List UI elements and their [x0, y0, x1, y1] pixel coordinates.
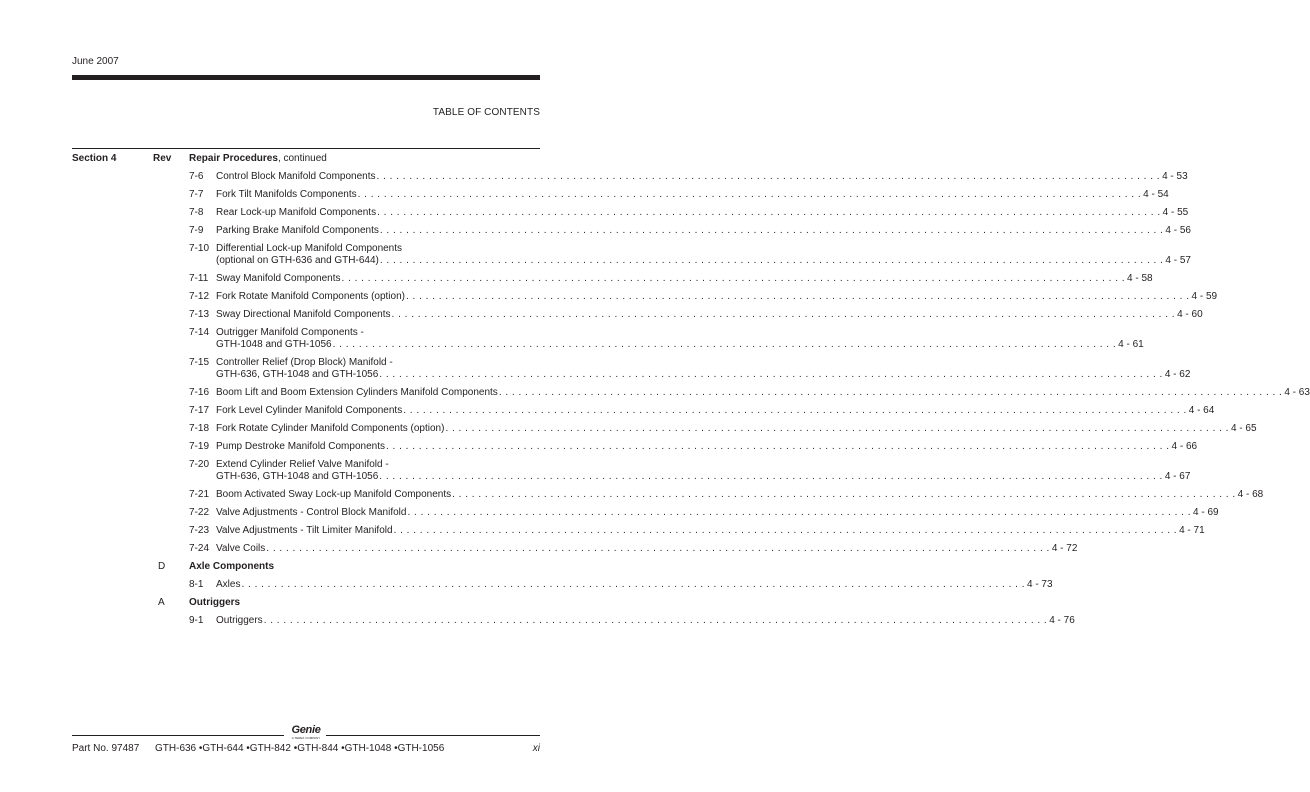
toc-entry-number: 7-23 — [189, 525, 210, 536]
section-heading — [189, 597, 240, 608]
genie-logo — [286, 725, 326, 741]
page-title: TABLE OF CONTENTS — [432, 107, 540, 118]
dot-leader: . . . . . . . . . . . . . . . . . . . . . . . . . . . . . . . . . . . . . . . . . . . . . . . . . . . . . . . . . . . . . . . . . . . . . . . . . . . . . . . . . . . . . . . . . . . . . . . . . . . . . . . . . . . . . . . . . . . . . . . . — [403, 405, 1187, 416]
toc-entry-page: 4 - 76 — [1049, 615, 1075, 626]
toc-entry-number: 7-8 — [189, 207, 204, 218]
toc-entry-title: GTH-636, GTH-1048 and GTH-1056 — [216, 471, 379, 482]
toc-entry[interactable] — [189, 615, 1075, 627]
toc-entry-number: 7-22 — [189, 507, 210, 518]
toc-entry-title: Fork Rotate Manifold Components (option) — [216, 291, 405, 302]
toc-entry-number: 7-6 — [189, 171, 204, 182]
toc-entry-title: Pump Destroke Manifold Components — [216, 441, 385, 452]
toc-entry-number: 7-9 — [189, 225, 204, 236]
toc-entry-number: 7-21 — [189, 489, 210, 500]
dot-leader: . . . . . . . . . . . . . . . . . . . . . . . . . . . . . . . . . . . . . . . . . . . . . . . . . . . . . . . . . . . . . . . . . . . . . . . . . . . . . . . . . . . . . . . . . . . . . . . . . . . . . . . . . . . . . . . . . . . . . . . . — [445, 423, 1229, 434]
toc-entry-number: 7-11 — [189, 273, 209, 284]
dot-leader: . . . . . . . . . . . . . . . . . . . . . . . . . . . . . . . . . . . . . . . . . . . . . . . . . . . . . . . . . . . . . . . . . . . . . . . . . . . . . . . . . . . . . . . . . . . . . . . . . . . . . . . . . . . . . . . . . . . . . . . . — [376, 171, 1161, 182]
toc-entry-number: 7-7 — [189, 189, 204, 200]
toc-entry[interactable] — [189, 357, 1191, 381]
dot-leader: . . . . . . . . . . . . . . . . . . . . . . . . . . . . . . . . . . . . . . . . . . . . . . . . . . . . . . . . . . . . . . . . . . . . . . . . . . . . . . . . . . . . . . . . . . . . . . . . . . . . . . . . . . . . . . . . . . . . . . . . — [385, 441, 1170, 452]
toc-entry[interactable] — [189, 171, 1188, 183]
toc-entry-page: 4 - 69 — [1193, 507, 1219, 518]
toc-entry-title: Parking Brake Manifold Components — [216, 225, 379, 236]
dot-leader: . . . . . . . . . . . . . . . . . . . . . . . . . . . . . . . . . . . . . . . . . . . . . . . . . . . . . . . . . . . . . . . . . . . . . . . . . . . . . . . . . . . . . . . . . . . . . . . . . . . . . . . . . . . . . . . . . . . . . . . . — [407, 507, 1191, 518]
section-heading — [189, 153, 327, 164]
section-heading-title: Axle Components — [189, 561, 275, 572]
toc-entry-number: 7-16 — [189, 387, 210, 398]
toc-entry-title: Boom Lift and Boom Extension Cylinders Manifold Components — [216, 387, 498, 398]
logo-wordmark: Genie — [291, 724, 321, 736]
toc-entry-page: 4 - 63 — [1284, 387, 1310, 398]
rev-mark: D — [158, 561, 166, 572]
rev-column-header: Rev — [153, 153, 172, 164]
toc-entry-number: 8-1 — [189, 579, 204, 590]
model-list: GTH-636 •GTH-644 •GTH-842 •GTH-844 •GTH-1048 •GTH-1056 — [155, 743, 445, 754]
dot-leader: . . . . . . . . . . . . . . . . . . . . . . . . . . . . . . . . . . . . . . . . . . . . . . . . . . . . . . . . . . . . . . . . . . . . . . . . . . . . . . . . . . . . . . . . . . . . . . . . . . . . . . . . . . . . . . . . . . . . . . . . — [379, 471, 1163, 482]
toc-entry-number: 7-15 — [189, 357, 210, 368]
section-heading — [189, 561, 274, 572]
toc-entry-page: 4 - 68 — [1237, 489, 1264, 500]
page-number: xi — [532, 743, 540, 754]
toc-entry-page: 4 - 57 — [1165, 255, 1191, 266]
toc-entry[interactable] — [189, 525, 1205, 537]
toc-entry-title: Controller Relief (Drop Block) Manifold - — [216, 357, 393, 368]
toc-entry[interactable] — [189, 273, 1153, 285]
toc-entry-page: 4 - 56 — [1165, 225, 1191, 236]
dot-leader: . . . . . . . . . . . . . . . . . . . . . . . . . . . . . . . . . . . . . . . . . . . . . . . . . . . . . . . . . . . . . . . . . . . . . . . . . . . . . . . . . . . . . . . . . . . . . . . . . . . . . . . . . . . . . . . . . . . . . . . . — [266, 543, 1050, 554]
dot-leader: . . . . . . . . . . . . . . . . . . . . . . . . . . . . . . . . . . . . . . . . . . . . . . . . . . . . . . . . . . . . . . . . . . . . . . . . . . . . . . . . . . . . . . . . . . . . . . . . . . . . . . . . . . . . . . . . . . . . . . . . — [357, 189, 1142, 200]
toc-entry-title: Fork Tilt Manifolds Components — [216, 189, 357, 200]
toc-entry[interactable] — [189, 189, 1169, 201]
section-heading-suffix: , continued — [277, 153, 327, 164]
toc-entry[interactable] — [189, 543, 1078, 555]
dot-leader: . . . . . . . . . . . . . . . . . . . . . . . . . . . . . . . . . . . . . . . . . . . . . . . . . . . . . . . . . . . . . . . . . . . . . . . . . . . . . . . . . . . . . . . . . . . . . . . . . . . . . . . . . . . . . . . . . . . . . . . . — [341, 273, 1126, 284]
toc-entry-title: Control Block Manifold Components — [216, 171, 376, 182]
toc-entry-title: Outriggers — [216, 615, 263, 626]
toc-entry-title: Sway Directional Manifold Components — [216, 309, 391, 320]
toc-entry-page: 4 - 65 — [1230, 423, 1257, 434]
dot-leader: . . . . . . . . . . . . . . . . . . . . . . . . . . . . . . . . . . . . . . . . . . . . . . . . . . . . . . . . . . . . . . . . . . . . . . . . . . . . . . . . . . . . . . . . . . . . . . . . . . . . . . . . . . . . . . . . . . . . . . . . — [393, 525, 1178, 536]
toc-entry[interactable] — [189, 507, 1219, 519]
toc-entry-number: 7-19 — [189, 441, 210, 452]
rev-mark: A — [158, 597, 165, 608]
header-rule — [72, 75, 540, 80]
header-date: June 2007 — [72, 56, 119, 67]
dot-leader: . . . . . . . . . . . . . . . . . . . . . . . . . . . . . . . . . . . . . . . . . . . . . . . . . . . . . . . . . . . . . . . . . . . . . . . . . . . . . . . . . . . . . . . . . . . . . . . . . . . . . . . . . . . . . . . . . . . . . . . . — [391, 309, 1176, 320]
toc-entry-page: 4 - 62 — [1164, 369, 1191, 380]
toc-entry-title: Fork Rotate Cylinder Manifold Components (option) — [216, 423, 445, 434]
dot-leader: . . . . . . . . . . . . . . . . . . . . . . . . . . . . . . . . . . . . . . . . . . . . . . . . . . . . . . . . . . . . . . . . . . . . . . . . . . . . . . . . . . . . . . . . . . . . . . . . . . . . . . . . . . . . . . . . . . . . . . . . — [241, 579, 1025, 590]
toc-entry-title: Valve Coils — [216, 543, 266, 554]
footer-rule-right — [326, 735, 540, 736]
toc-entry-title: Outrigger Manifold Components - — [216, 327, 364, 338]
part-number: Part No. 97487 — [72, 743, 140, 754]
toc-entry-page: 4 - 72 — [1051, 543, 1078, 554]
toc-entry-number: 9-1 — [189, 615, 204, 626]
toc-entry-title: Extend Cylinder Relief Valve Manifold - — [216, 459, 389, 470]
toc-entry[interactable] — [189, 207, 1189, 219]
dot-leader: . . . . . . . . . . . . . . . . . . . . . . . . . . . . . . . . . . . . . . . . . . . . . . . . . . . . . . . . . . . . . . . . . . . . . . . . . . . . . . . . . . . . . . . . . . . . . . . . . . . . . . . . . . . . . . . . . . . . . . . . — [263, 615, 1048, 626]
toc-entry[interactable] — [189, 243, 1191, 267]
toc-entry[interactable] — [189, 423, 1257, 435]
toc-entry-page: 4 - 54 — [1143, 189, 1169, 200]
toc-entry-number: 7-10 — [189, 243, 210, 254]
toc-entry-page: 4 - 66 — [1171, 441, 1198, 452]
toc-entry[interactable] — [189, 441, 1198, 453]
dot-leader: . . . . . . . . . . . . . . . . . . . . . . . . . . . . . . . . . . . . . . . . . . . . . . . . . . . . . . . . . . . . . . . . . . . . . . . . . . . . . . . . . . . . . . . . . . . . . . . . . . . . . . . . . . . . . . . . . . . . . . . . — [452, 489, 1236, 500]
toc-entry-page: 4 - 67 — [1164, 471, 1191, 482]
toc-entry-title: Fork Level Cylinder Manifold Components — [216, 405, 403, 416]
logo-subtitle: A TEREX COMPANY — [291, 736, 321, 740]
toc-entry-title: GTH-636, GTH-1048 and GTH-1056 — [216, 369, 379, 380]
toc-entry[interactable] — [189, 489, 1264, 501]
toc-entry-title: Differential Lock-up Manifold Components — [216, 243, 403, 254]
toc-entry-title: Axles — [216, 579, 241, 590]
toc-entry[interactable] — [189, 327, 1144, 351]
footer-rule-left — [72, 735, 284, 736]
toc-entry[interactable] — [189, 291, 1218, 303]
toc-entry[interactable] — [189, 405, 1215, 417]
toc-entry-number: 7-14 — [189, 327, 210, 338]
toc-entry-page: 4 - 53 — [1162, 171, 1188, 182]
dot-leader: . . . . . . . . . . . . . . . . . . . . . . . . . . . . . . . . . . . . . . . . . . . . . . . . . . . . . . . . . . . . . . . . . . . . . . . . . . . . . . . . . . . . . . . . . . . . . . . . . . . . . . . . . . . . . . . . . . . . . . . . — [377, 207, 1161, 218]
toc-entry-number: 7-24 — [189, 543, 210, 554]
toc-entry-title: Sway Manifold Components — [216, 273, 341, 284]
toc-entry-title: Boom Activated Sway Lock-up Manifold Components — [216, 489, 452, 500]
toc-entry-page: 4 - 73 — [1026, 579, 1053, 590]
toc-entry-page: 4 - 55 — [1162, 207, 1189, 218]
dot-leader: . . . . . . . . . . . . . . . . . . . . . . . . . . . . . . . . . . . . . . . . . . . . . . . . . . . . . . . . . . . . . . . . . . . . . . . . . . . . . . . . . . . . . . . . . . . . . . . . . . . . . . . . . . . . . . . . . . . . . . . . — [379, 369, 1163, 380]
toc-entry-page: 4 - 71 — [1179, 525, 1205, 536]
toc-entry-page: 4 - 58 — [1127, 273, 1153, 284]
toc-entry-number: 7-17 — [189, 405, 210, 416]
toc-entry[interactable] — [189, 387, 1310, 399]
dot-leader: . . . . . . . . . . . . . . . . . . . . . . . . . . . . . . . . . . . . . . . . . . . . . . . . . . . . . . . . . . . . . . . . . . . . . . . . . . . . . . . . . . . . . . . . . . . . . . . . . . . . . . . . . . . . . . . . . . . . . . . . — [379, 225, 1164, 236]
dot-leader: . . . . . . . . . . . . . . . . . . . . . . . . . . . . . . . . . . . . . . . . . . . . . . . . . . . . . . . . . . . . . . . . . . . . . . . . . . . . . . . . . . . . . . . . . . . . . . . . . . . . . . . . . . . . . . . . . . . . . . . . — [498, 387, 1283, 398]
toc-entry[interactable] — [189, 309, 1203, 321]
toc-entry-title: GTH-1048 and GTH-1056 — [216, 339, 332, 350]
toc-entry[interactable] — [189, 459, 1191, 483]
toc-entry-number: 7-12 — [189, 291, 210, 302]
toc-entry-title: Rear Lock-up Manifold Components — [216, 207, 377, 218]
toc-entry-page: 4 - 61 — [1118, 339, 1144, 350]
toc-entry-title: Valve Adjustments - Control Block Manifold — [216, 507, 407, 518]
section-column-header: Section 4 — [72, 153, 117, 164]
section-heading-title: Outriggers — [189, 597, 241, 608]
toc-entry-number: 7-13 — [189, 309, 210, 320]
toc-entry-number: 7-20 — [189, 459, 210, 470]
dot-leader: . . . . . . . . . . . . . . . . . . . . . . . . . . . . . . . . . . . . . . . . . . . . . . . . . . . . . . . . . . . . . . . . . . . . . . . . . . . . . . . . . . . . . . . . . . . . . . . . . . . . . . . . . . . . . . . . . . . . . . . . — [405, 291, 1190, 302]
toc-entry-page: 4 - 59 — [1191, 291, 1218, 302]
toc-entry-title: (optional on GTH-636 and GTH-644) — [216, 255, 379, 266]
column-rule — [72, 148, 540, 149]
dot-leader: . . . . . . . . . . . . . . . . . . . . . . . . . . . . . . . . . . . . . . . . . . . . . . . . . . . . . . . . . . . . . . . . . . . . . . . . . . . . . . . . . . . . . . . . . . . . . . . . . . . . . . . . . . . . . . . . . . . . . . . . — [332, 339, 1117, 350]
toc-entry-number: 7-18 — [189, 423, 210, 434]
toc-entry[interactable] — [189, 579, 1053, 591]
toc-entry-title: Valve Adjustments - Tilt Limiter Manifold — [216, 525, 393, 536]
dot-leader: . . . . . . . . . . . . . . . . . . . . . . . . . . . . . . . . . . . . . . . . . . . . . . . . . . . . . . . . . . . . . . . . . . . . . . . . . . . . . . . . . . . . . . . . . . . . . . . . . . . . . . . . . . . . . . . . . . . . . . . . — [379, 255, 1164, 266]
toc-entry[interactable] — [189, 225, 1191, 237]
section-heading-title: Repair Procedures — [189, 153, 278, 164]
toc-entry-page: 4 - 64 — [1188, 405, 1215, 416]
toc-entry-page: 4 - 60 — [1177, 309, 1203, 320]
